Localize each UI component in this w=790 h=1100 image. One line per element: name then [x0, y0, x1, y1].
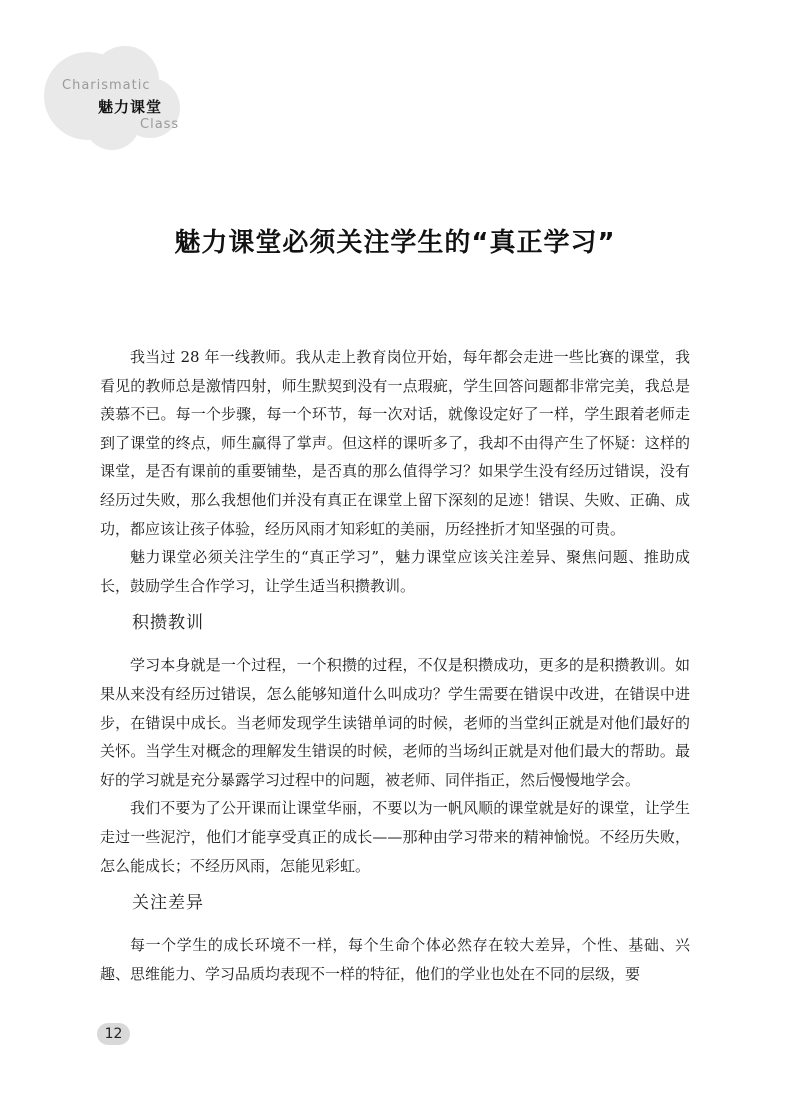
page-number: 12 — [97, 1023, 130, 1045]
section1-paragraph-2: 我们不要为了公开课而让课堂华丽，不要以为一帆风顺的课堂就是好的课堂，让学生走过一些泥泞，他们才能享受真正的成长——那种由学习带来的精神愉悦。不经历失败，怎么能成长；不经历风雨，怎能见彩虹。 — [100, 799, 690, 875]
header-logo — [0, 0, 210, 150]
section-heading-focus-differences: 关注差异 — [132, 893, 204, 914]
logo-text-cn: 魅力课堂 — [98, 98, 163, 116]
intro-paragraph-1: 我当过 28 年一线教师。我从走上教育岗位开始，每年都会走进一些比赛的课堂，我看见的教师总是激情四射，师生默契到没有一点瑕疵，学生回答问题都非常完美，我总是羡慕不已。每一个步骤，每一个环节，每一次对话，就像设定好了一样，学生跟着老师走到了课堂的终点，师生赢得了掌声。但这样的课听多了，我却不由得产生了怀疑：这样的课堂，是否有课前的重要铺垫，是否真的那么值得学习？如果学生没有经历过错误，没有经历过失败，那么我想他们并没有真正在课堂上留下深刻的足迹！错误、失败、正确、成功，都应该让孩子体验，经历风雨才知彩虹的美丽，历经挫折才知坚强的可贵。 — [100, 348, 690, 538]
article-title: 魅力课堂必须关注学生的“真正学习” — [174, 228, 616, 258]
intro-paragraph-2: 魅力课堂必须关注学生的“真正学习”，魅力课堂应该关注差异、聚焦问题、推助成长，鼓励学生合作学习，让学生适当积攒教训。 — [100, 548, 690, 595]
logo-text-en-bottom: Class — [140, 117, 180, 132]
section2-paragraph-1: 每一个学生的成长环境不一样，每个生命个体必然存在较大差异，个性、基础、兴趣、思维能力、学习品质均表现不一样的特征，他们的学业也处在不同的层级，要 — [100, 936, 690, 983]
logo-text-en-top: Charismatic — [62, 78, 151, 93]
article-body — [100, 343, 690, 988]
section-heading-accumulate-lessons: 积攒教训 — [132, 613, 204, 634]
section1-paragraph-1: 学习本身就是一个过程，一个积攒的过程，不仅是积攒成功，更多的是积攒教训。如果从来没有经历过错误，怎么能够知道什么叫成功？学生需要在错误中改进，在错误中进步，在错误中成长。当老师发现学生读错单词的时候，老师的当堂纠正就是对他们最好的关怀。当学生对概念的理解发生错误的时候，老师的当场纠正就是对他们最大的帮助。最好的学习就是充分暴露学习过程中的问题，被老师、同伴指正，然后慢慢地学会。 — [100, 656, 690, 789]
